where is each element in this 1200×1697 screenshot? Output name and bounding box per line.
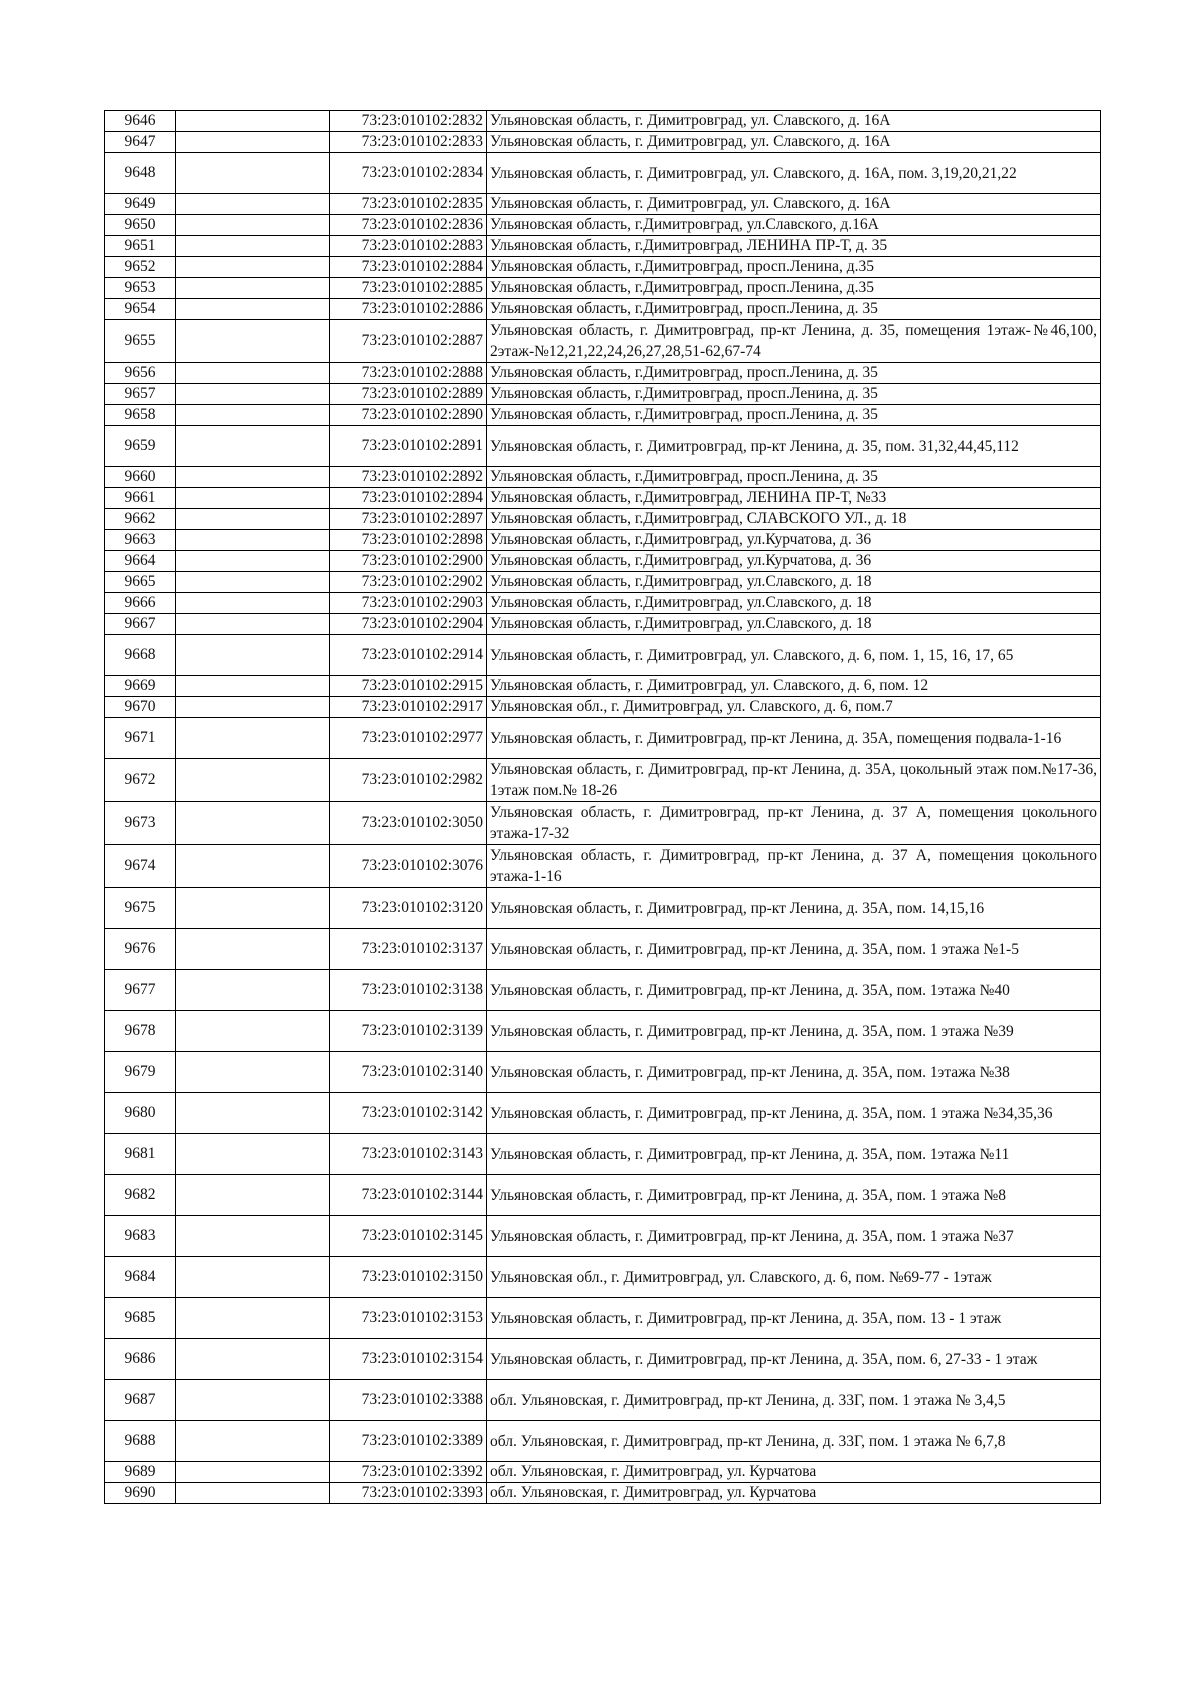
table-row bbox=[105, 1421, 1101, 1462]
empty-cell bbox=[176, 1380, 330, 1421]
empty-cell bbox=[176, 194, 330, 215]
cadastral-number-cell: 73:23:010102:2886 bbox=[330, 299, 487, 320]
row-number-cell: 9678 bbox=[105, 1011, 176, 1052]
address-cell: обл. Ульяновская, г. Димитровград, ул. Курчатова bbox=[487, 1483, 1101, 1504]
empty-cell bbox=[176, 278, 330, 299]
row-number-cell: 9650 bbox=[105, 215, 176, 236]
cadastral-number-cell: 73:23:010102:3137 bbox=[330, 929, 487, 970]
cadastral-number-cell: 73:23:010102:2833 bbox=[330, 132, 487, 153]
table-row bbox=[105, 153, 1101, 194]
row-number-cell: 9665 bbox=[105, 572, 176, 593]
cadastral-number-cell: 73:23:010102:2904 bbox=[330, 614, 487, 635]
empty-cell bbox=[176, 299, 330, 320]
row-number-cell: 9649 bbox=[105, 194, 176, 215]
cadastral-number-cell: 73:23:010102:2887 bbox=[330, 320, 487, 363]
row-number-cell: 9682 bbox=[105, 1175, 176, 1216]
row-number-cell: 9671 bbox=[105, 718, 176, 759]
table-row bbox=[105, 278, 1101, 299]
table-row bbox=[105, 1052, 1101, 1093]
address-cell: Ульяновская область, г. Димитровград, пр-кт Ленина, д. 37 А, помещения цокольного этажа-1-16 bbox=[487, 845, 1101, 888]
table-row bbox=[105, 1093, 1101, 1134]
row-number-cell: 9690 bbox=[105, 1483, 176, 1504]
row-number-cell: 9662 bbox=[105, 509, 176, 530]
row-number-cell: 9667 bbox=[105, 614, 176, 635]
row-number-cell: 9651 bbox=[105, 236, 176, 257]
table-row bbox=[105, 194, 1101, 215]
cadastral-number-cell: 73:23:010102:2902 bbox=[330, 572, 487, 593]
empty-cell bbox=[176, 257, 330, 278]
table-row bbox=[105, 1380, 1101, 1421]
table-row bbox=[105, 257, 1101, 278]
row-number-cell: 9654 bbox=[105, 299, 176, 320]
table-row bbox=[105, 929, 1101, 970]
table-row bbox=[105, 405, 1101, 426]
cadastral-number-cell: 73:23:010102:2903 bbox=[330, 593, 487, 614]
empty-cell bbox=[176, 1421, 330, 1462]
empty-cell bbox=[176, 1483, 330, 1504]
empty-cell bbox=[176, 1175, 330, 1216]
address-cell: Ульяновская область, г.Димитровград, ЛЕНИНА ПР-Т, д. 35 bbox=[487, 236, 1101, 257]
cadastral-number-cell: 73:23:010102:2834 bbox=[330, 153, 487, 194]
empty-cell bbox=[176, 845, 330, 888]
table-row bbox=[105, 426, 1101, 467]
cadastral-number-cell: 73:23:010102:2888 bbox=[330, 363, 487, 384]
empty-cell bbox=[176, 236, 330, 257]
empty-cell bbox=[176, 426, 330, 467]
row-number-cell: 9683 bbox=[105, 1216, 176, 1257]
row-number-cell: 9664 bbox=[105, 551, 176, 572]
empty-cell bbox=[176, 132, 330, 153]
empty-cell bbox=[176, 405, 330, 426]
row-number-cell: 9653 bbox=[105, 278, 176, 299]
cadastral-number-cell: 73:23:010102:3142 bbox=[330, 1093, 487, 1134]
address-cell: Ульяновская область, г.Димитровград, просп.Ленина, д.35 bbox=[487, 257, 1101, 278]
cadastral-number-cell: 73:23:010102:3389 bbox=[330, 1421, 487, 1462]
row-number-cell: 9675 bbox=[105, 888, 176, 929]
cadastral-number-cell: 73:23:010102:2982 bbox=[330, 759, 487, 802]
row-number-cell: 9663 bbox=[105, 530, 176, 551]
empty-cell bbox=[176, 697, 330, 718]
address-cell: Ульяновская область, г.Димитровград, ул.Славского, д.16А bbox=[487, 215, 1101, 236]
empty-cell bbox=[176, 1216, 330, 1257]
row-number-cell: 9647 bbox=[105, 132, 176, 153]
cadastral-number-cell: 73:23:010102:3140 bbox=[330, 1052, 487, 1093]
cadastral-number-cell: 73:23:010102:2891 bbox=[330, 426, 487, 467]
table-row bbox=[105, 1339, 1101, 1380]
cadastral-number-cell: 73:23:010102:3145 bbox=[330, 1216, 487, 1257]
table-row bbox=[105, 697, 1101, 718]
address-cell: Ульяновская область, г. Димитровград, пр-кт Ленина, д. 35А, пом. 14,15,16 bbox=[487, 888, 1101, 929]
table-row bbox=[105, 236, 1101, 257]
address-cell: Ульяновская область, г.Димитровград, СЛАВСКОГО УЛ., д. 18 bbox=[487, 509, 1101, 530]
property-registry-table bbox=[104, 110, 1101, 1504]
empty-cell bbox=[176, 488, 330, 509]
address-cell: Ульяновская область, г. Димитровград, пр-кт Ленина, д. 35А, цокольный этаж пом.№17-36, 1этаж пом.№ 18-26 bbox=[487, 759, 1101, 802]
row-number-cell: 9685 bbox=[105, 1298, 176, 1339]
cadastral-number-cell: 73:23:010102:2914 bbox=[330, 635, 487, 676]
cadastral-number-cell: 73:23:010102:3050 bbox=[330, 802, 487, 845]
cadastral-number-cell: 73:23:010102:2885 bbox=[330, 278, 487, 299]
cadastral-number-cell: 73:23:010102:2832 bbox=[330, 111, 487, 132]
table-row bbox=[105, 572, 1101, 593]
address-cell: Ульяновская область, г. Димитровград, ул. Славского, д. 16А bbox=[487, 111, 1101, 132]
cadastral-number-cell: 73:23:010102:3144 bbox=[330, 1175, 487, 1216]
table-row bbox=[105, 320, 1101, 363]
row-number-cell: 9679 bbox=[105, 1052, 176, 1093]
row-number-cell: 9660 bbox=[105, 467, 176, 488]
cadastral-number-cell: 73:23:010102:2915 bbox=[330, 676, 487, 697]
table-row bbox=[105, 593, 1101, 614]
empty-cell bbox=[176, 153, 330, 194]
table-row bbox=[105, 215, 1101, 236]
address-cell: обл. Ульяновская, г. Димитровград, пр-кт Ленина, д. 33Г, пом. 1 этажа № 6,7,8 bbox=[487, 1421, 1101, 1462]
row-number-cell: 9672 bbox=[105, 759, 176, 802]
row-number-cell: 9677 bbox=[105, 970, 176, 1011]
empty-cell bbox=[176, 509, 330, 530]
cadastral-number-cell: 73:23:010102:2900 bbox=[330, 551, 487, 572]
table-row bbox=[105, 467, 1101, 488]
row-number-cell: 9689 bbox=[105, 1462, 176, 1483]
address-cell: Ульяновская область, г.Димитровград, ул.Славского, д. 18 bbox=[487, 572, 1101, 593]
address-cell: Ульяновская область, г. Димитровград, пр-кт Ленина, д. 35А, пом. 1 этажа №37 bbox=[487, 1216, 1101, 1257]
row-number-cell: 9673 bbox=[105, 802, 176, 845]
address-cell: Ульяновская область, г. Димитровград, ул. Славского, д. 16А bbox=[487, 132, 1101, 153]
row-number-cell: 9657 bbox=[105, 384, 176, 405]
address-cell: Ульяновская область, г. Димитровград, ул. Славского, д. 6, пом. 1, 15, 16, 17, 65 bbox=[487, 635, 1101, 676]
address-cell: Ульяновская область, г.Димитровград, ЛЕНИНА ПР-Т, №33 bbox=[487, 488, 1101, 509]
address-cell: Ульяновская область, г.Димитровград, ул.Славского, д. 18 bbox=[487, 614, 1101, 635]
empty-cell bbox=[176, 888, 330, 929]
row-number-cell: 9659 bbox=[105, 426, 176, 467]
cadastral-number-cell: 73:23:010102:2897 bbox=[330, 509, 487, 530]
empty-cell bbox=[176, 1462, 330, 1483]
table-row bbox=[105, 1134, 1101, 1175]
empty-cell bbox=[176, 572, 330, 593]
empty-cell bbox=[176, 718, 330, 759]
row-number-cell: 9688 bbox=[105, 1421, 176, 1462]
row-number-cell: 9655 bbox=[105, 320, 176, 363]
row-number-cell: 9674 bbox=[105, 845, 176, 888]
cadastral-number-cell: 73:23:010102:3393 bbox=[330, 1483, 487, 1504]
row-number-cell: 9666 bbox=[105, 593, 176, 614]
address-cell: Ульяновская область, г. Димитровград, пр-кт Ленина, д. 35, помещения 1этаж-№46,100, 2этаж-№12,21,22,24,26,27,28,51-62,67-74 bbox=[487, 320, 1101, 363]
empty-cell bbox=[176, 551, 330, 572]
empty-cell bbox=[176, 970, 330, 1011]
empty-cell bbox=[176, 1052, 330, 1093]
address-cell: Ульяновская область, г. Димитровград, пр-кт Ленина, д. 35А, помещения подвала-1-16 bbox=[487, 718, 1101, 759]
table-row bbox=[105, 132, 1101, 153]
empty-cell bbox=[176, 111, 330, 132]
address-cell: Ульяновская область, г.Димитровград, просп.Ленина, д.35 bbox=[487, 278, 1101, 299]
cadastral-number-cell: 73:23:010102:3392 bbox=[330, 1462, 487, 1483]
address-cell: Ульяновская область, г. Димитровград, пр-кт Ленина, д. 35А, пом. 1этажа №38 bbox=[487, 1052, 1101, 1093]
table-row bbox=[105, 363, 1101, 384]
row-number-cell: 9686 bbox=[105, 1339, 176, 1380]
empty-cell bbox=[176, 614, 330, 635]
row-number-cell: 9687 bbox=[105, 1380, 176, 1421]
table-row bbox=[105, 111, 1101, 132]
cadastral-number-cell: 73:23:010102:2977 bbox=[330, 718, 487, 759]
row-number-cell: 9668 bbox=[105, 635, 176, 676]
address-cell: Ульяновская область, г. Димитровград, пр-кт Ленина, д. 35А, пом. 1 этажа №34,35,36 bbox=[487, 1093, 1101, 1134]
empty-cell bbox=[176, 363, 330, 384]
address-cell: Ульяновская область, г. Димитровград, ул. Славского, д. 6, пом. 12 bbox=[487, 676, 1101, 697]
row-number-cell: 9684 bbox=[105, 1257, 176, 1298]
address-cell: Ульяновская область, г.Димитровград, просп.Ленина, д. 35 bbox=[487, 405, 1101, 426]
empty-cell bbox=[176, 1257, 330, 1298]
cadastral-number-cell: 73:23:010102:3154 bbox=[330, 1339, 487, 1380]
address-cell: Ульяновская обл., г. Димитровград, ул. Славского, д. 6, пом. №69-77 - 1этаж bbox=[487, 1257, 1101, 1298]
cadastral-number-cell: 73:23:010102:3120 bbox=[330, 888, 487, 929]
address-cell: обл. Ульяновская, г. Димитровград, пр-кт Ленина, д. 33Г, пом. 1 этажа № 3,4,5 bbox=[487, 1380, 1101, 1421]
table-row bbox=[105, 530, 1101, 551]
document-page bbox=[104, 110, 1100, 1504]
cadastral-number-cell: 73:23:010102:3388 bbox=[330, 1380, 487, 1421]
address-cell: Ульяновская обл., г. Димитровград, ул. Славского, д. 6, пом.7 bbox=[487, 697, 1101, 718]
table-row bbox=[105, 384, 1101, 405]
address-cell: Ульяновская область, г. Димитровград, пр-кт Ленина, д. 35А, пом. 6, 27-33 - 1 этаж bbox=[487, 1339, 1101, 1380]
table-row bbox=[105, 635, 1101, 676]
table-row bbox=[105, 845, 1101, 888]
empty-cell bbox=[176, 1339, 330, 1380]
cadastral-number-cell: 73:23:010102:2835 bbox=[330, 194, 487, 215]
address-cell: Ульяновская область, г.Димитровград, ул.Славского, д. 18 bbox=[487, 593, 1101, 614]
address-cell: Ульяновская область, г.Димитровград, просп.Ленина, д. 35 bbox=[487, 384, 1101, 405]
empty-cell bbox=[176, 215, 330, 236]
table-row bbox=[105, 802, 1101, 845]
row-number-cell: 9680 bbox=[105, 1093, 176, 1134]
row-number-cell: 9652 bbox=[105, 257, 176, 278]
cadastral-number-cell: 73:23:010102:2894 bbox=[330, 488, 487, 509]
empty-cell bbox=[176, 1134, 330, 1175]
address-cell: Ульяновская область, г.Димитровград, ул.Курчатова, д. 36 bbox=[487, 530, 1101, 551]
table-row bbox=[105, 1462, 1101, 1483]
cadastral-number-cell: 73:23:010102:2890 bbox=[330, 405, 487, 426]
table-row bbox=[105, 551, 1101, 572]
cadastral-number-cell: 73:23:010102:3139 bbox=[330, 1011, 487, 1052]
table-row bbox=[105, 1011, 1101, 1052]
address-cell: Ульяновская область, г.Димитровград, просп.Ленина, д. 35 bbox=[487, 299, 1101, 320]
cadastral-number-cell: 73:23:010102:2884 bbox=[330, 257, 487, 278]
row-number-cell: 9661 bbox=[105, 488, 176, 509]
table-row bbox=[105, 299, 1101, 320]
table-row bbox=[105, 1298, 1101, 1339]
table-row bbox=[105, 1216, 1101, 1257]
cadastral-number-cell: 73:23:010102:2892 bbox=[330, 467, 487, 488]
cadastral-number-cell: 73:23:010102:3138 bbox=[330, 970, 487, 1011]
table-row bbox=[105, 614, 1101, 635]
table-row bbox=[105, 759, 1101, 802]
address-cell: Ульяновская область, г. Димитровград, пр-кт Ленина, д. 35А, пом. 1 этажа №39 bbox=[487, 1011, 1101, 1052]
cadastral-number-cell: 73:23:010102:3076 bbox=[330, 845, 487, 888]
table-row bbox=[105, 970, 1101, 1011]
empty-cell bbox=[176, 635, 330, 676]
row-number-cell: 9669 bbox=[105, 676, 176, 697]
table-row bbox=[105, 718, 1101, 759]
cadastral-number-cell: 73:23:010102:2836 bbox=[330, 215, 487, 236]
table-row bbox=[105, 888, 1101, 929]
row-number-cell: 9670 bbox=[105, 697, 176, 718]
address-cell: Ульяновская область, г. Димитровград, пр-кт Ленина, д. 35, пом. 31,32,44,45,112 bbox=[487, 426, 1101, 467]
empty-cell bbox=[176, 530, 330, 551]
table-row bbox=[105, 509, 1101, 530]
address-cell: Ульяновская область, г.Димитровград, просп.Ленина, д. 35 bbox=[487, 467, 1101, 488]
empty-cell bbox=[176, 384, 330, 405]
empty-cell bbox=[176, 320, 330, 363]
address-cell: Ульяновская область, г. Димитровград, пр-кт Ленина, д. 35А, пом. 1 этажа №1-5 bbox=[487, 929, 1101, 970]
row-number-cell: 9658 bbox=[105, 405, 176, 426]
empty-cell bbox=[176, 593, 330, 614]
table-row bbox=[105, 488, 1101, 509]
cadastral-number-cell: 73:23:010102:3153 bbox=[330, 1298, 487, 1339]
empty-cell bbox=[176, 467, 330, 488]
table-row bbox=[105, 1175, 1101, 1216]
row-number-cell: 9648 bbox=[105, 153, 176, 194]
empty-cell bbox=[176, 676, 330, 697]
empty-cell bbox=[176, 1093, 330, 1134]
empty-cell bbox=[176, 759, 330, 802]
table-row bbox=[105, 676, 1101, 697]
address-cell: Ульяновская область, г. Димитровград, пр-кт Ленина, д. 35А, пом. 1этажа №40 bbox=[487, 970, 1101, 1011]
row-number-cell: 9676 bbox=[105, 929, 176, 970]
address-cell: Ульяновская область, г. Димитровград, пр-кт Ленина, д. 35А, пом. 1 этажа №8 bbox=[487, 1175, 1101, 1216]
cadastral-number-cell: 73:23:010102:2898 bbox=[330, 530, 487, 551]
row-number-cell: 9681 bbox=[105, 1134, 176, 1175]
address-cell: Ульяновская область, г. Димитровград, пр-кт Ленина, д. 35А, пом. 13 - 1 этаж bbox=[487, 1298, 1101, 1339]
address-cell: Ульяновская область, г. Димитровград, пр-кт Ленина, д. 37 А, помещения цокольного этажа-17-32 bbox=[487, 802, 1101, 845]
cadastral-number-cell: 73:23:010102:2917 bbox=[330, 697, 487, 718]
empty-cell bbox=[176, 1011, 330, 1052]
address-cell: Ульяновская область, г. Димитровград, ул. Славского, д. 16А bbox=[487, 194, 1101, 215]
empty-cell bbox=[176, 1298, 330, 1339]
table-row bbox=[105, 1483, 1101, 1504]
table-body bbox=[105, 111, 1101, 1504]
address-cell: Ульяновская область, г. Димитровград, ул. Славского, д. 16А, пом. 3,19,20,21,22 bbox=[487, 153, 1101, 194]
cadastral-number-cell: 73:23:010102:3150 bbox=[330, 1257, 487, 1298]
address-cell: обл. Ульяновская, г. Димитровград, ул. Курчатова bbox=[487, 1462, 1101, 1483]
address-cell: Ульяновская область, г.Димитровград, просп.Ленина, д. 35 bbox=[487, 363, 1101, 384]
empty-cell bbox=[176, 929, 330, 970]
row-number-cell: 9646 bbox=[105, 111, 176, 132]
row-number-cell: 9656 bbox=[105, 363, 176, 384]
address-cell: Ульяновская область, г. Димитровград, пр-кт Ленина, д. 35А, пом. 1этажа №11 bbox=[487, 1134, 1101, 1175]
cadastral-number-cell: 73:23:010102:2889 bbox=[330, 384, 487, 405]
table-row bbox=[105, 1257, 1101, 1298]
address-cell: Ульяновская область, г.Димитровград, ул.Курчатова, д. 36 bbox=[487, 551, 1101, 572]
cadastral-number-cell: 73:23:010102:2883 bbox=[330, 236, 487, 257]
empty-cell bbox=[176, 802, 330, 845]
cadastral-number-cell: 73:23:010102:3143 bbox=[330, 1134, 487, 1175]
